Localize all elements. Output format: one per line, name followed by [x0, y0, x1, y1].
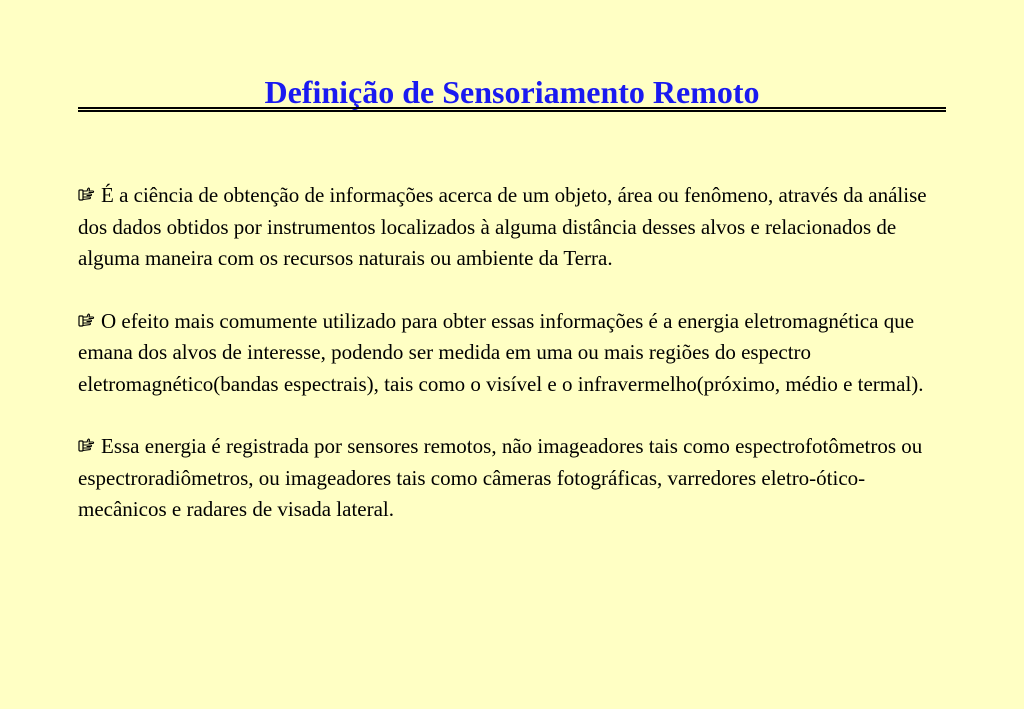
bullet-item — [78, 306, 948, 401]
title-underline — [78, 107, 946, 112]
bullet-item — [78, 431, 948, 526]
bullet-text: É a ciência de obtenção de informações acerca de um objeto, área ou fenômeno, através da análise dos dados obtidos por instrumentos localizados à alguma distância desses alvos e relacionados de alguma maneira com os recursos naturais ou ambiente da Terra. — [78, 183, 927, 270]
slide-title: Definição de Sensoriamento Remoto — [264, 74, 760, 110]
bullet-text: O efeito mais comumente utilizado para obter essas informações é a energia eletromagnética que emana dos alvos de interesse, podendo ser medida em uma ou mais regiões do espectro eletromagnético(bandas espectrais), tais como o visível e o infravermelho(próximo, médio e termal). — [78, 308, 924, 396]
pointing-hand-icon — [78, 312, 95, 329]
pointing-hand-icon — [78, 437, 95, 454]
bullet-list — [78, 180, 948, 557]
bullet-text: Essa energia é registrada por sensores remotos, não imageadores tais como espectrofotômetros ou espectroradiômetros, ou imageadores tais como câmeras fotográficas, varredores eletro-ótico-mecânicos e radares de visada lateral. — [78, 434, 923, 521]
bullet-item — [78, 180, 948, 275]
pointing-hand-icon — [78, 186, 95, 203]
